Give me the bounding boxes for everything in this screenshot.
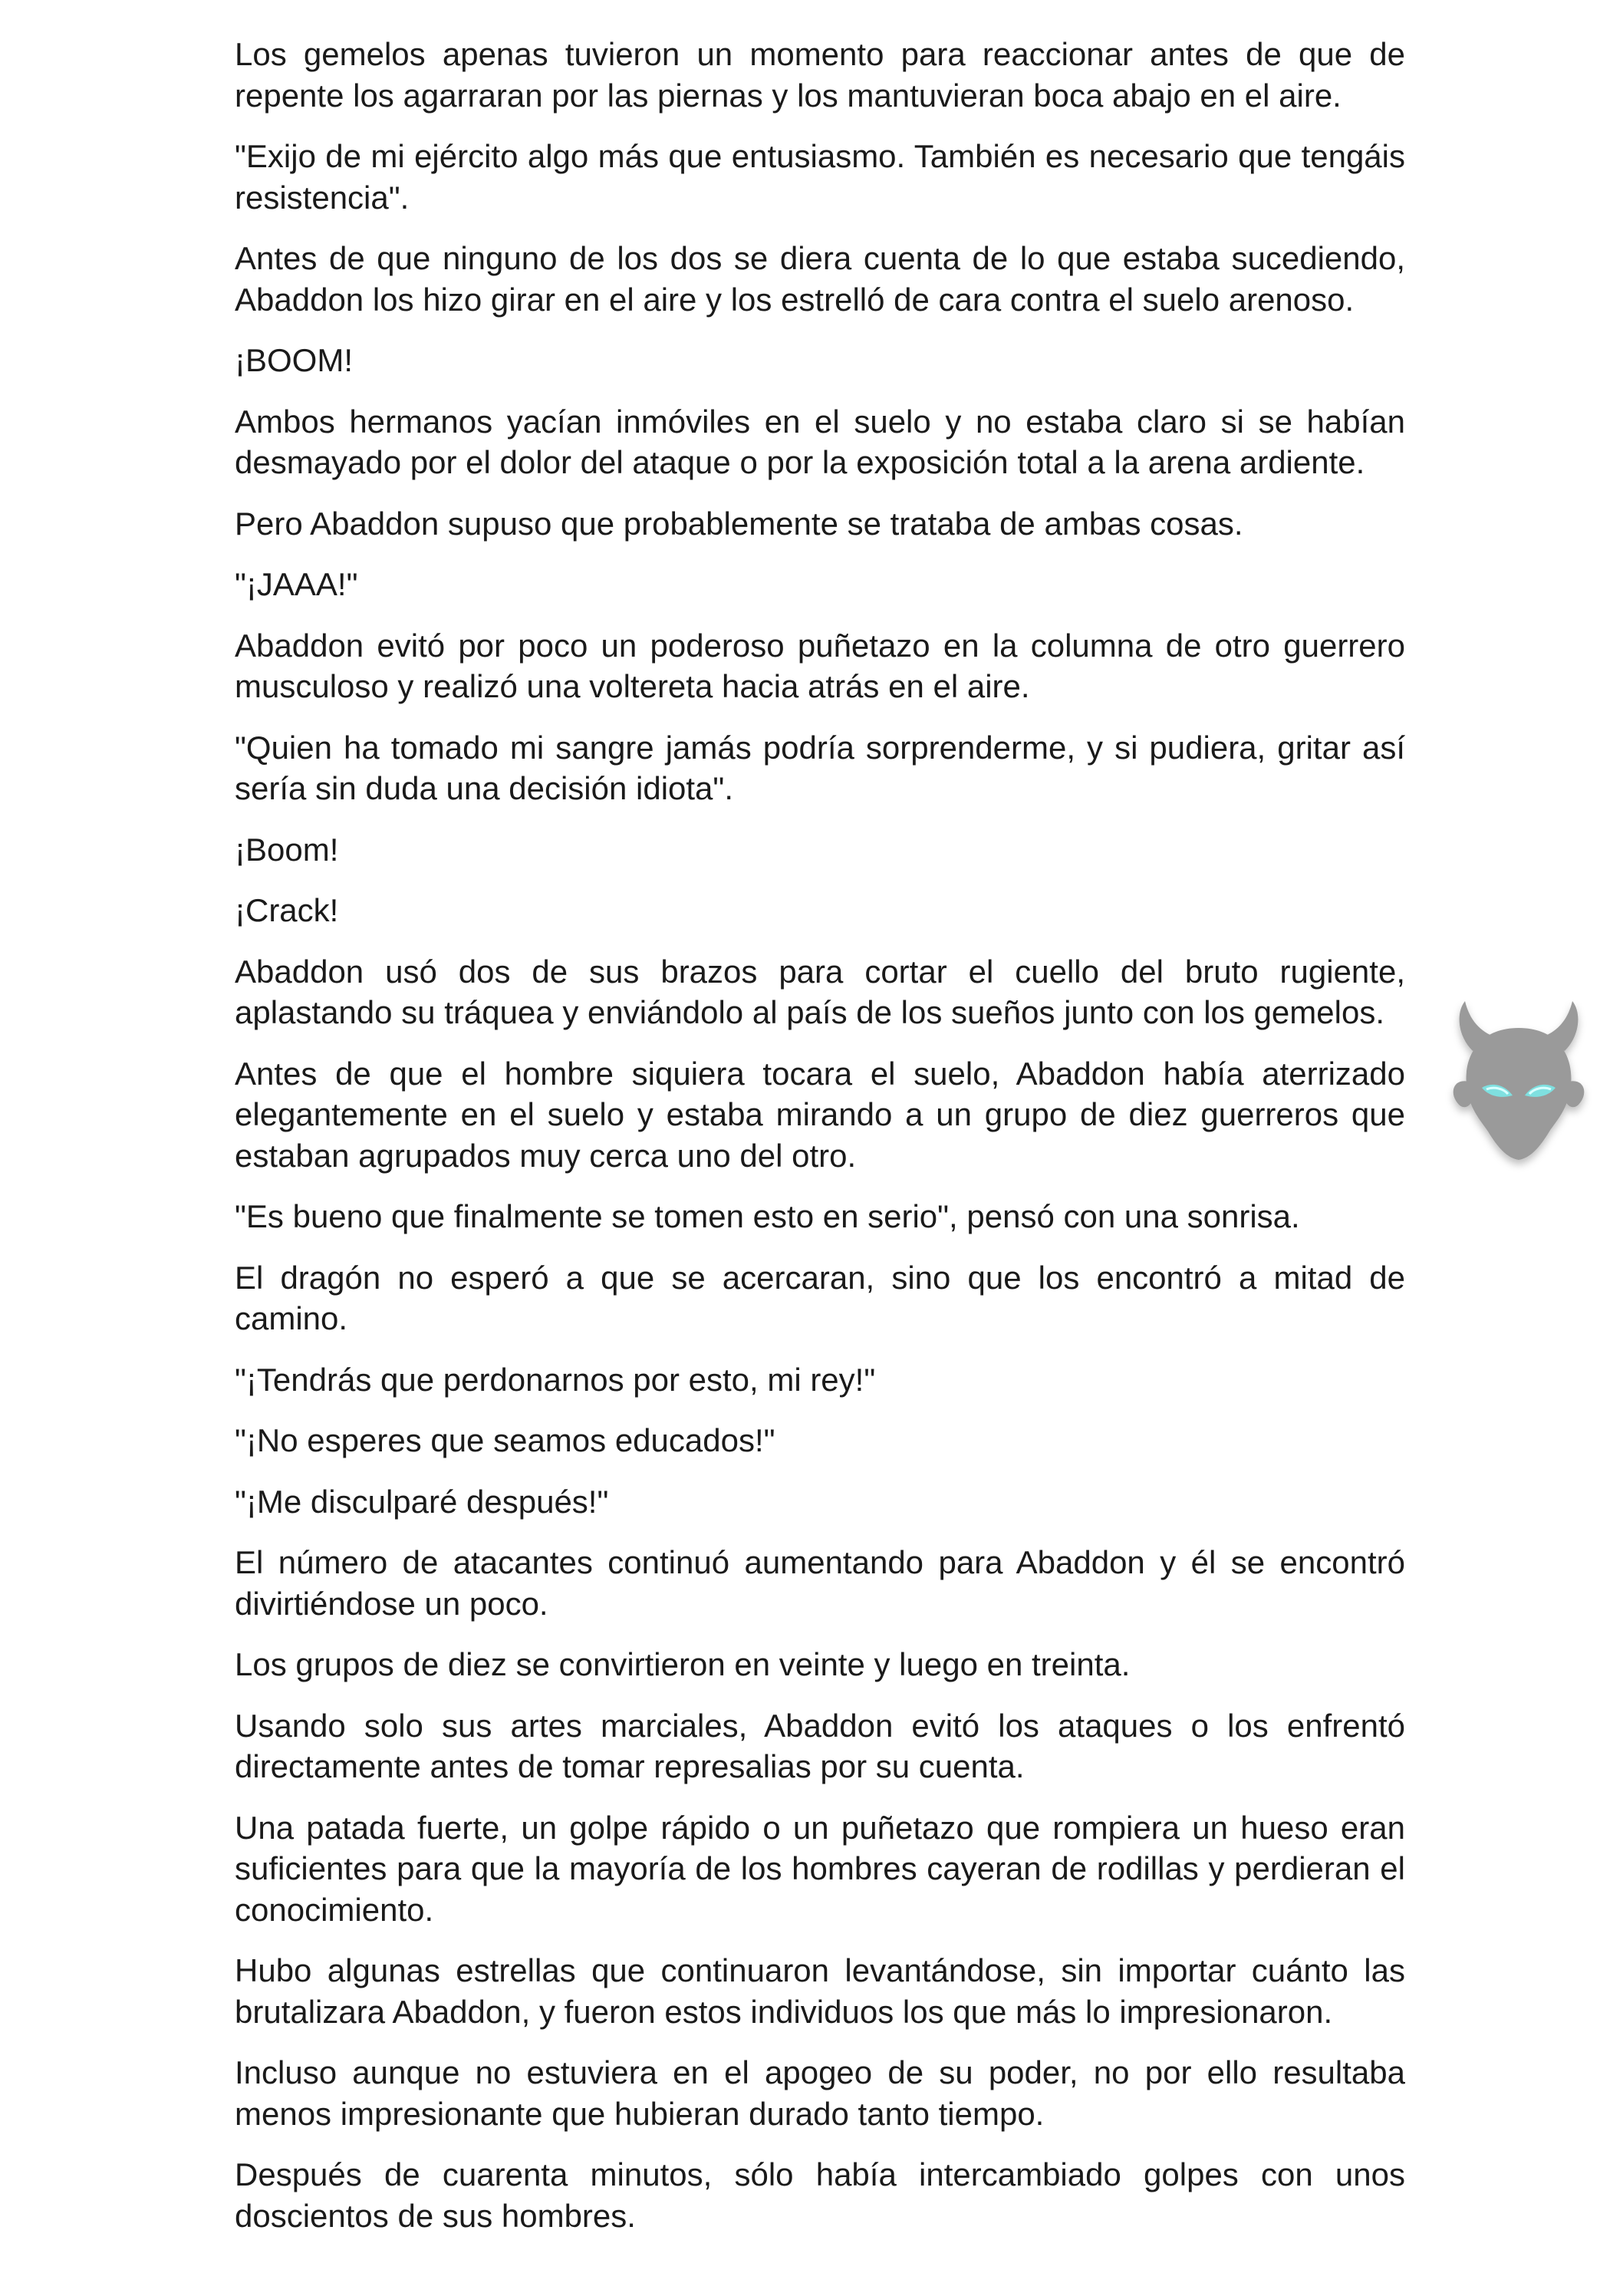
paragraph: Abaddon usó dos de sus brazos para cortar el cuello del bruto rugiente, aplastando su tráquea y enviándolo al país de los sueños junto con los gemelos. (235, 953, 1405, 1030)
paragraph: "¡JAAA!" (235, 566, 358, 602)
paragraph: ¡Boom! (235, 831, 339, 868)
paragraph: "Quien ha tomado mi sangre jamás podría sorprenderme, y si pudiera, gritar así sería sin duda una decisión idiota". (235, 729, 1405, 806)
paragraph: Antes de que el hombre siquiera tocara el suelo, Abaddon había aterrizado elegantemente en el suelo y estaba mirando a un grupo de diez guerreros que estaban agrupados muy cerca uno del otro. (235, 1055, 1405, 1174)
paragraph: Ambos hermanos yacían inmóviles en el suelo y no estaba claro si se habían desmayado por el dolor del ataque o por la exposición total a la arena ardiente. (235, 403, 1405, 480)
paragraph: "¡No esperes que seamos educados!" (235, 1422, 775, 1458)
paragraph: Los grupos de diez se convirtieron en veinte y luego en treinta. (235, 1646, 1131, 1682)
paragraph: ¡Crack! (235, 892, 339, 928)
paragraph: Hubo algunas estrellas que continuaron levantándose, sin importar cuánto las brutalizara Abaddon, y fueron estos individuos los que más lo impresionaron. (235, 1952, 1405, 2030)
paragraph: El número de atacantes continuó aumentando para Abaddon y él se encontró divirtiéndose un poco. (235, 1544, 1405, 1622)
paragraph: Antes de que ninguno de los dos se diera cuenta de lo que estaba sucediendo, Abaddon los hizo girar en el aire y los estrelló de cara contra el suelo arenoso. (235, 240, 1405, 318)
document-body (235, 34, 1405, 2256)
paragraph: "Es bueno que finalmente se tomen esto en serio", pensó con una sonrisa. (235, 1198, 1300, 1234)
paragraph: "¡Me disculparé después!" (235, 1483, 609, 1520)
paragraph: Incluso aunque no estuviera en el apogeo de su poder, no por ello resultaba menos impresionante que hubieran durado tanto tiempo. (235, 2054, 1405, 2132)
paragraph: Pero Abaddon supuso que probablemente se trataba de ambas cosas. (235, 505, 1243, 542)
paragraph: "Exijo de mi ejército algo más que entusiasmo. También es necesario que tengáis resistencia". (235, 138, 1405, 216)
paragraph: El dragón no esperó a que se acercaran, sino que los encontró a mitad de camino. (235, 1259, 1405, 1336)
paragraph: Una patada fuerte, un golpe rápido o un puñetazo que rompiera un hueso eran suficientes para que la mayoría de los hombres cayeran de rodillas y perdieran el conocimiento. (235, 1809, 1405, 1928)
paragraph: Después de cuarenta minutos, sólo había intercambiado golpes con unos doscientos de sus hombres. (235, 2156, 1405, 2234)
paragraph: Los gemelos apenas tuvieron un momento para reaccionar antes de que de repente los agarraran por las piernas y los mantuvieran boca abajo en el aire. (235, 36, 1405, 114)
paragraph: ¡BOOM! (235, 342, 353, 378)
demon-head-icon (1442, 997, 1595, 1174)
paragraph: "¡Tendrás que perdonarnos por esto, mi rey!" (235, 1361, 876, 1398)
paragraph: Abaddon evitó por poco un poderoso puñetazo en la columna de otro guerrero musculoso y realizó una voltereta hacia atrás en el aire. (235, 627, 1405, 704)
paragraph: Usando solo sus artes marciales, Abaddon evitó los ataques o los enfrentó directamente antes de tomar represalias por su cuenta. (235, 1707, 1405, 1784)
